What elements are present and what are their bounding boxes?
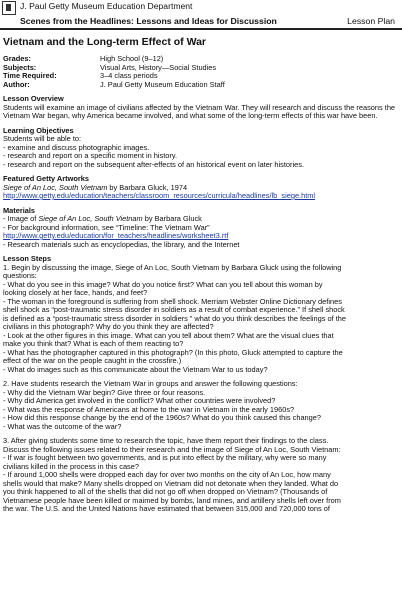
overview-heading: Lesson Overview <box>3 94 64 103</box>
step-line: Vietnamese people have been killed or maimed by bombs, land mines, and artillery shells left over from <box>3 495 341 505</box>
step-line: the war. The U.S. and the United Nations have estimated that between 315,000 and 720,000 tons of <box>3 504 330 513</box>
worksheet-link[interactable]: http://www.getty.edu/education/for_teachers/headlines/worksheet3.rtf <box>3 231 229 240</box>
artwork-byline: by Barbara Gluck, 1974 <box>107 182 188 192</box>
step-line: - What was the outcome of the war? <box>3 421 122 431</box>
step-line: looking closely at her face, hands, and feet? <box>3 288 148 297</box>
step-line: - What do images such as this communicate about the Vietnam War to us today? <box>3 364 268 374</box>
step-3-block <box>3 437 399 514</box>
overview-text: Students will examine an image of civilians affected by the Vietnam War. They will research and discuss the reasons the Vietnam War began, why America became involved, and what some of the long-term effects of this war have been. <box>3 102 396 120</box>
step-line: - What was the response of Americans at home to the war in Vietnam in the early 1960s? <box>3 404 295 414</box>
series-title: Scenes from the Headlines: Lessons and Ideas for Discussion <box>20 16 277 26</box>
step-line: - Why did the Vietnam War begin? Give three or four reasons. <box>3 387 206 397</box>
material-text: by Barbara Gluck <box>142 214 202 223</box>
step-line: - What has the photographer captured in this photograph? (In this photo, Gluck attempted to capture the <box>3 347 343 357</box>
document-type: Lesson Plan <box>347 16 395 26</box>
material-title: Siege of An Loc, South Vietnam <box>38 214 143 223</box>
lesson-meta <box>3 55 399 89</box>
material-text: - Image of <box>3 214 39 223</box>
objective-item: - examine and discuss photographic images. <box>3 142 150 152</box>
step-line: - The woman in the foreground is suffering from shell shock. Merriam Webster Online Dictionary defines <box>3 296 342 306</box>
objective-item: - research and report on a specific moment in history. <box>3 151 178 160</box>
step-line: shells would that make? Many shells dropped on Vietnam did not detonate when they landed. What do <box>3 478 339 488</box>
page-title: Vietnam and the Long-term Effect of War <box>3 36 207 48</box>
step-line: you think happened to all of the shells that did not go off when dropped on Vietnam? (Thousands of <box>3 487 328 496</box>
step-line: 3. After giving students some time to research the topic, have them report their findings to the class. <box>3 436 329 445</box>
step-line: - Why did America get involved in the conflict? What other countries were involved? <box>3 396 276 405</box>
step-line: - Look at the other figures in this image. What can you tell about them? What are the visual clues that <box>3 330 334 340</box>
meta-value: J. Paul Getty Museum Education Staff <box>100 79 225 89</box>
meta-key: Grades: <box>3 54 31 63</box>
step-line: 1. Begin by discussing the image, Siege of An Loc, South Vietnam by Barbara Gluck using the following <box>3 262 342 272</box>
header-rule <box>0 28 402 30</box>
meta-value: High School (9–12) <box>100 54 164 63</box>
meta-key: Subjects: <box>3 62 37 72</box>
artwork-title: Siege of An Loc, South Vietnam <box>3 182 108 192</box>
step-line: - What do you see in this image? What do you notice first? What can you tell about this woman by <box>3 279 323 289</box>
meta-value: Visual Arts, History—Social Studies <box>100 62 217 72</box>
step-line: 2. Have students research the Vietnam War in groups and answer the following questions: <box>3 379 298 388</box>
step-1-block <box>3 264 399 375</box>
objectives-heading: Learning Objectives <box>3 125 74 135</box>
step-line: Discuss the following issues related to their research and the image of Siege of An Loc, South Vietnam: <box>3 444 341 454</box>
step-line: - How did this response change by the end of the 1960s? What do you think caused this change? <box>3 413 322 422</box>
steps-heading: Lesson Steps <box>3 254 52 263</box>
step-2-block <box>3 380 399 431</box>
document-body <box>3 36 399 514</box>
step-line: civilians killed in the process in this case? <box>3 461 139 471</box>
step-line: shell shock as “post-traumatic stress disorder in soldiers as a result of combat experience.” If shell shock <box>3 305 345 314</box>
document-header <box>0 0 402 31</box>
artworks-heading: Featured Getty Artworks <box>3 174 89 183</box>
objectives-intro: Students will be able to: <box>3 134 82 143</box>
department-name: J. Paul Getty Museum Education Department <box>20 1 193 11</box>
step-line: civilians in this photograph? Why do you think they are affected? <box>3 322 214 331</box>
step-line: make you think that? What is each of them reacting to? <box>3 339 184 348</box>
meta-value: 3–4 class periods <box>100 71 158 80</box>
step-line: effect of the war on the people caught in the crossfire.) <box>3 356 182 365</box>
meta-key: Author: <box>3 79 30 89</box>
meta-key: Time Required: <box>3 71 57 80</box>
objective-item: - research and report on the subsequent after-effects of an historical event on later histories. <box>3 159 304 169</box>
step-line: is defined as a “post-traumatic stress disorder in soldiers ” what do you think describes the feelings of the <box>3 313 347 323</box>
step-line: - If around 1,000 shells were dropped each day for over two months on the city of An Loc, how many <box>3 470 331 479</box>
material-item: - For background information, see “Timeline: The Vietnam War” <box>3 222 210 232</box>
getty-logo-icon <box>2 1 16 15</box>
step-line: questions: <box>3 271 37 280</box>
artwork-link[interactable]: http://www.getty.edu/education/teachers/classroom_resources/curricula/headlines/lb_siege.html <box>3 191 316 200</box>
step-line: - If war is fought between two governments, and is put into effect by the military, why were so many <box>3 453 327 462</box>
materials-heading: Materials <box>3 205 36 215</box>
material-item: - Research materials such as encyclopedias, the library, and the Internet <box>3 239 240 249</box>
